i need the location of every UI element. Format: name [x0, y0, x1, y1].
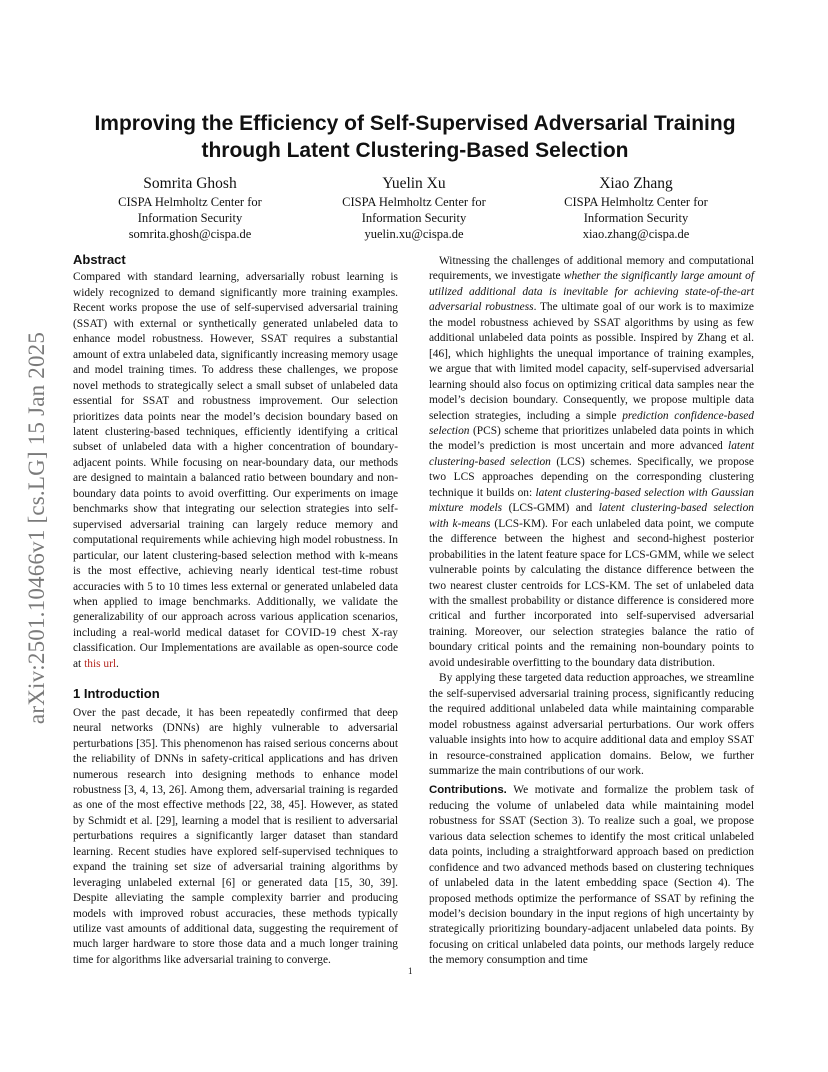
emphasis-text: whether the significantly large amount of utilized additional data is inevitable for achieving state-of-the-art adversarial robustness	[429, 270, 754, 314]
author-name: Somrita Ghosh	[143, 175, 237, 192]
text-run: . The ultimate goal of our work is to maximize the model robustness achieved by SSAT algorithms by using as few additional unlabeled data points as possible. Inspired by Zhang et al. [46], which highlights the unequal importance of training examples, we argue that with limited model capacity, self-supervised adversarial learning should also focus on optimizing critical data samples near the model’s decision boundary. Consequently, we propose multiple data selection strategies, including a simple	[429, 301, 754, 422]
emphasis-text: latent clustering-based selection	[429, 440, 754, 468]
text-run: (LCS) schemes. Specifically, we propose two LCS approaches depending on the corresponding clustering technique it builds on:	[429, 455, 754, 499]
source-code-link[interactable]: this url	[84, 657, 117, 670]
emphasis-text: latent clustering-based selection with Gaussian mixture models	[429, 486, 754, 515]
right-column	[429, 254, 754, 969]
author-affiliation: CISPA Helmholtz Center for	[564, 195, 708, 209]
text-run: (PCS) scheme that prioritizes unlabeled data points in which the model’s prediction is most uncertain and more advanced	[429, 424, 754, 453]
contributions-lead: Contributions.	[429, 784, 507, 797]
data-reduction-paragraph: By applying these targeted data reduction approaches, we streamline the self-supervised adversarial training process, significantly reducing the required additional unlabeled data while maintaining comparable model robustness against adversarial perturbations. Our work offers valuable insights into how to acquire additional data and employ SSAT in resource-constrained application domains. Below, we further summarize the main contributions of our work.	[429, 672, 754, 777]
author-affiliation: Information Security	[583, 211, 689, 225]
author-affiliation: CISPA Helmholtz Center for	[118, 195, 262, 209]
abstract-text: Compared with standard learning, adversarially robust learning is widely recognized to demand significantly more training examples. Recent works propose the use of self-supervised adversarial training (SSAT) with external or synthetically generated unlabeled data to enhance model robustness. However, SSAT requires a substantial amount of extra unlabeled data, significantly increasing memory usage and model training times. To address these challenges, we propose novel methods to strategically select a small subset of unlabeled data essential for SSAT and robustness improvement. Our selection prioritizes data points near the model’s decision boundary based on latent clustering-based techniques, efficiently identifying a critical subset of unlabeled data with a higher concentration of boundary-adjacent points. While focusing on near-boundary data, our methods are designed to maintain a balanced ratio between boundary and non-boundary data points to avoid overfitting. Our experiments on image benchmarks show that integrating our selection strategies into self-supervised adversarial training can largely reduce memory and computational requirements while achieving high model robustness. In particular, our latent clustering-based selection method with k-means is the most effective, achieving nearly identical test-time robust accuracies with 5 to 10 times less external or generated unlabeled data when applied to image benchmarks. Additionally, we validate the generalizability of our approach across various application scenarios, including a real-world medical dataset for COVID-19 chest X-ray classification. Our Implementations are available as open-source code at	[73, 271, 398, 670]
abstract-end: .	[116, 657, 119, 670]
author-block-3	[536, 174, 736, 242]
text-run: (LCS-KM). For each unlabeled data point, we compute the difference between the highest and second-highest posterior probabilities in the latent feature space for LCS-GMM, while we select vulnerable points by calculating the distance difference between the two nearest cluster centroids for LCS-KM. The set of unlabeled data with the smallest probability or distance difference is considered more critical and further incorporated into self-supervised adversarial training. Moreover, our selection strategies balance the ratio of boundary critical points and the remaining non-boundary points to avoid undesirable overfitting to the boundary data distribution.	[429, 517, 754, 669]
motivation-paragraph	[429, 254, 754, 671]
author-name: Yuelin Xu	[382, 175, 446, 192]
arxiv-identifier-text: arXiv:2501.10466v1 [cs.LG] 15 Jan 2025	[24, 331, 49, 724]
text-run: Witnessing the challenges of additional memory and computational requirements, we investigate	[429, 255, 754, 283]
abstract-body	[73, 270, 398, 672]
paper-title	[60, 110, 770, 164]
author-affiliation: CISPA Helmholtz Center for	[342, 195, 486, 209]
author-block-1	[90, 174, 290, 242]
author-name: Xiao Zhang	[599, 175, 673, 192]
author-affiliation: Information Security	[361, 211, 467, 225]
page-number: 1	[408, 966, 413, 976]
arxiv-identifier	[22, 290, 52, 765]
author-affiliation: Information Security	[137, 211, 243, 225]
author-block-2	[314, 174, 514, 242]
left-column	[73, 250, 398, 968]
introduction-paragraph: Over the past decade, it has been repeatedly confirmed that deep neural networks (DNNs) are highly vulnerable to adversarial perturbations [35]. This phenomenon has raised serious concerns about the reliability of DNNs in safety-critical applications and has driven numerous research into designing methods to enhance model robustness [3, 4, 13, 26]. Among them, adversarial training is regarded as one of the most effective methods [22, 38, 45]. However, as stated by Schmidt et al. [29], learning a model that is resilient to adversarial perturbations requires a significantly larger dataset than standard learning. Recent studies have explored self-supervised techniques to expand the training set size of adversarial training algorithms by leveraging unlabeled external [6] or generated data [15, 30, 39]. Despite alleviating the sample complexity barrier and producing models with improved robust accuracies, these methods typically utilize vast amounts of additional data, suggesting the requirement of much larger hardware to store those data and a much longer training time for algorithms like adversarial training to converge.	[73, 706, 398, 966]
section-heading-introduction: 1 Introduction	[73, 686, 160, 702]
author-email[interactable]: xiao.zhang@cispa.de	[582, 227, 690, 241]
text-run: (LCS-GMM) and	[502, 502, 599, 515]
paper-title-line-2: through Latent Clustering-Based Selection	[201, 139, 629, 162]
author-email[interactable]: somrita.ghosh@cispa.de	[128, 227, 252, 241]
paper-title-line-1: Improving the Efficiency of Self-Supervised Adversarial Training	[94, 112, 736, 135]
contributions-paragraph	[429, 783, 754, 968]
emphasis-text: prediction confidence-based selection	[429, 409, 754, 437]
emphasis-text: latent clustering-based selection with k-means	[429, 502, 754, 530]
abstract-heading: Abstract	[73, 252, 126, 267]
author-email[interactable]: yuelin.xu@cispa.de	[364, 227, 464, 241]
contributions-text: We motivate and formalize the problem task of reducing the volume of unlabeled data while maintaining model robustness for SSAT (Section 3). To realize such a goal, we propose various data selection schemes to identify the most critical unlabeled data points, including a straightforward approach based on prediction confidence and two advanced methods based on clustering techniques of unlabeled data in the latent embedding space (Section 4). The proposed methods optimize the performance of SSAT by refining the model’s decision boundary in the input regions of high uncertainty by strategically prioritizing boundary-adjacent unlabeled data points. By focusing on critical unlabeled data points, our methods largely reduce the memory consumption and time	[429, 784, 754, 967]
